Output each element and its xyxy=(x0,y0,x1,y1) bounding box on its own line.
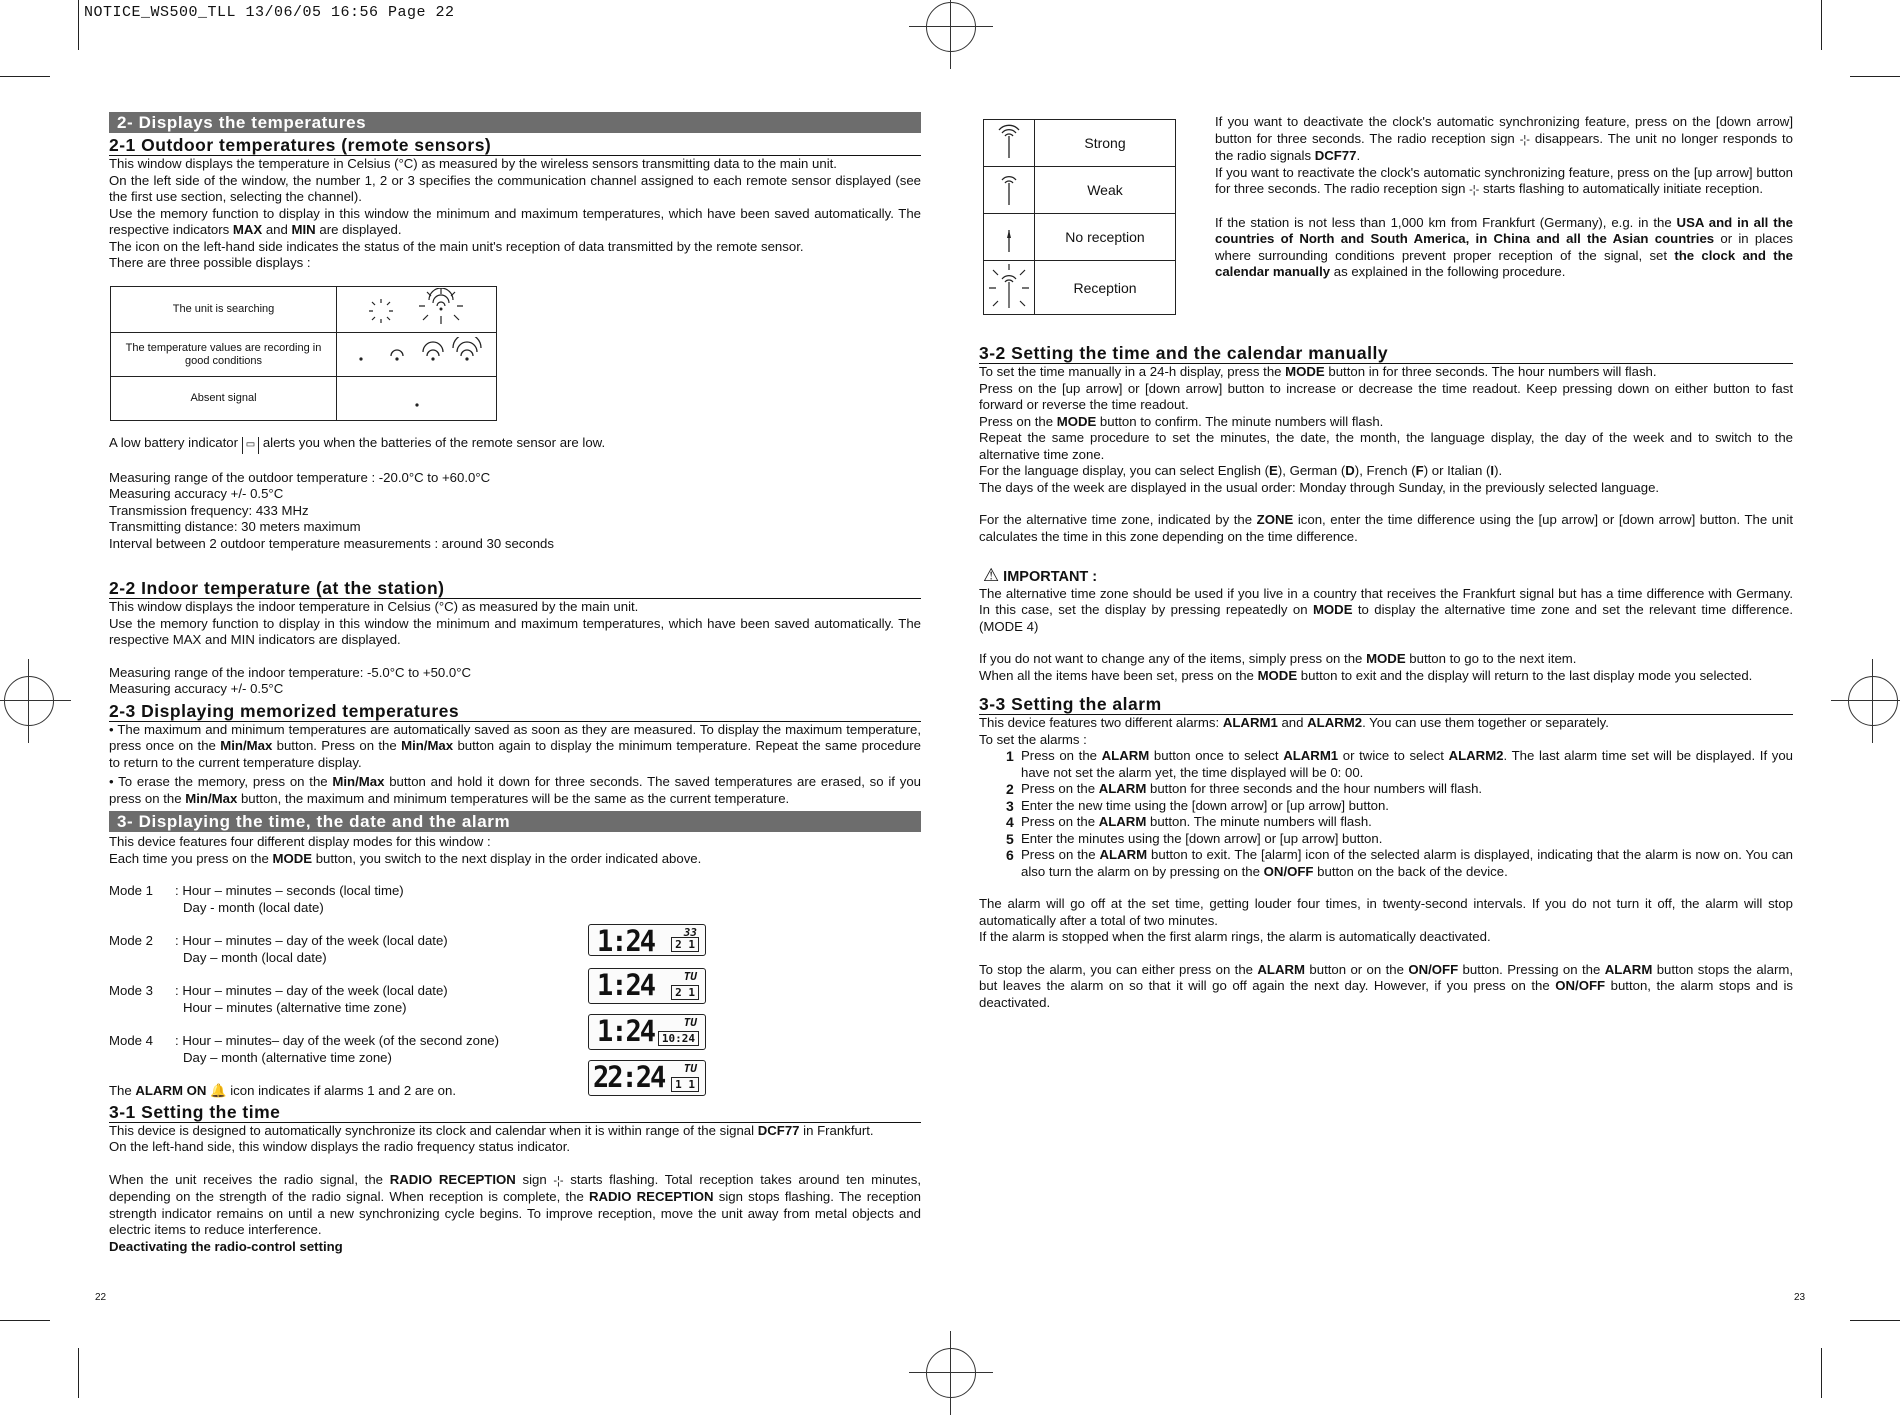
left-page xyxy=(109,112,921,1255)
lcd-day: TU xyxy=(683,970,697,983)
lcd-mode-4 xyxy=(588,1060,706,1096)
paragraph: Each time you press on the MODE button, you switch to the next display in the order indicated above. xyxy=(109,850,702,866)
outdoor-specs xyxy=(109,470,921,553)
paragraph: If the alarm is stopped when the first alarm rings, the alarm is automatically deactivated. xyxy=(979,929,1491,944)
mode-desc: Day - month (local date) xyxy=(183,899,324,915)
paragraph: Use the memory function to display in this window the minimum and maximum temperatures, which have been saved automatically. The respective MAX and MIN indicators are displayed. xyxy=(109,615,921,647)
list-item: 2 Press on the ALARM button for three seconds and the hour numbers will flash. xyxy=(1006,781,1483,797)
section-3-heading: 3- Displaying the time, the date and the alarm xyxy=(109,811,921,832)
paragraph: This device features four different display modes for this window : xyxy=(109,834,491,849)
paragraph: This window displays the indoor temperature in Celsius (°C) as measured by the main unit. xyxy=(109,599,639,614)
paragraph: If you want to deactivate the clock's automatic synchronizing feature, press on the [down arrow] button for three seconds. The radio reception sign -¦- disappears. The unit no longer responds to the radio signals DCF77. xyxy=(1215,114,1793,163)
lcd-mode-2 xyxy=(588,968,706,1004)
signal-label: Weak xyxy=(1035,167,1176,214)
crop-mark xyxy=(78,1348,79,1398)
lcd-time: 1:24 xyxy=(597,968,655,1003)
paragraph: This window displays the temperature in Celsius (°C) as measured by the wireless sensors transmitting data to the main unit. xyxy=(109,156,837,171)
alarm-bell-icon: 🔔 xyxy=(210,1083,227,1098)
lcd-seconds: 33 xyxy=(683,926,697,939)
lcd-day: TU xyxy=(683,1016,697,1029)
sensor-status-table xyxy=(110,286,497,422)
paragraph: • To erase the memory, press on the Min/Max button and hold it down for three seconds. The saved temperatures are erased, so if you press on the Min/Max button, the maximum and minimum temperatures will be the same as the current temperature. xyxy=(109,774,921,806)
paragraph: When the unit receives the radio signal, the RADIO RECEPTION sign -¦- starts flashing. Total reception takes around ten minutes, depending on the strength of the radio signal. When reception is complete, the RADIO RECEPTION sign stops flashing. The reception strength indicator remains on until a new synchronizing cycle begins. To improve reception, move the unit away from metal objects and electric items to reduce interference. xyxy=(109,1171,922,1237)
mode-item xyxy=(109,983,921,1033)
reception-signal-table xyxy=(983,119,1176,315)
paragraph: For the alternative time zone, indicated by the ZONE icon, enter the time difference using the [up arrow] or [down arrow] button. The unit calculates the time in this zone depending on the time difference. xyxy=(979,512,1793,544)
crop-mark xyxy=(1821,0,1822,50)
list-item: 4 Press on the ALARM button. The minute numbers will flash. xyxy=(1006,814,1372,830)
radio-reception-icon: -¦- xyxy=(1519,133,1530,146)
searching-icon xyxy=(337,286,497,333)
mode-list xyxy=(109,883,921,1075)
sensor-status-label: The unit is searching xyxy=(111,286,337,333)
paragraph: To set the time manually in a 24-h display, press the MODE button in for three seconds. The hour numbers will flash. xyxy=(979,364,1657,379)
page-number: 22 xyxy=(95,1292,107,1303)
paragraph: The alternative time zone should be used if you live in a country that receives the Frankfurt signal but has a time difference with Germany. In this case, set the display by pressing repeatedly on MODE to display the alternative time zone and set the relevant time difference.(MODE 4) xyxy=(979,585,1793,634)
paragraph: Repeat the same procedure to set the minutes, the date, the month, the language display, the day of the week and to switch to the alternative time zone. xyxy=(979,430,1793,462)
section-3-1-heading: 3-1 Setting the time xyxy=(109,1102,921,1123)
signal-strength-icons xyxy=(337,333,497,377)
paragraph: When all the items have been set, press on the MODE button to exit and the display will return to the last display mode you selected. xyxy=(979,667,1753,683)
paragraph: On the left-hand side, this window displays the radio frequency status indicator. xyxy=(109,1139,571,1154)
paragraph: The alarm will go off at the set time, getting louder four times, in twenty-second intervals. If you do not turn it off, the alarm will stop automatically after a total of two minutes. xyxy=(979,896,1793,928)
sensor-status-label: Absent signal xyxy=(111,377,337,421)
mode-item xyxy=(109,933,921,983)
mode-item xyxy=(109,1033,921,1075)
paragraph: Use the memory function to display in this window the minimum and maximum temperatures, which have been saved automatically. The respective indicators MAX and MIN are displayed. xyxy=(109,205,921,237)
paragraph: To set the alarms : xyxy=(979,731,1087,747)
paragraph: On the left side of the window, the number 1, 2 or 3 specifies the communication channel assigned to each remote sensor displayed (see the first use section, selecting the channel). xyxy=(109,172,921,204)
crop-mark xyxy=(0,1320,50,1321)
mode-label: Mode 3 xyxy=(109,983,153,998)
strong-signal-icon xyxy=(984,120,1035,167)
section-2-heading: 2- Displays the temperatures xyxy=(109,112,921,133)
section-3-2-heading: 3-2 Setting the time and the calendar manually xyxy=(979,343,1793,364)
mode-item xyxy=(109,883,921,933)
lcd-date: 2 1 xyxy=(671,985,699,1000)
lcd-mode-1 xyxy=(588,924,706,959)
list-item: 5 Enter the minutes using the [down arrow] or [up arrow] button. xyxy=(1006,830,1383,847)
paragraph: • The maximum and minimum temperatures are automatically saved as soon as they are measured. To display the maximum temperature, press once on the Min/Max button. Press on the Min/Max button again to display the minimum temperature. Repeat the same procedure to return to the current temperature display. xyxy=(109,721,921,770)
list-item: 1 Press on the ALARM button once to select ALARM1 or twice to select ALARM2. The last alarm time set will be displayed. If you have not set the alarm yet, the time displayed will be 0: 00. xyxy=(1006,748,1794,780)
mode-desc: Day – month (local date) xyxy=(183,949,327,965)
crop-mark xyxy=(0,76,50,77)
alarm-steps xyxy=(979,748,1793,880)
signal-label: No reception xyxy=(1035,214,1176,261)
reception-flashing-icon xyxy=(984,261,1035,315)
lcd-date: 1 1 xyxy=(671,1077,699,1092)
paragraph: Press on the MODE button to confirm. The minute numbers will flash. xyxy=(979,413,1384,429)
paragraph: Press on the [up arrow] or [down arrow] button to increase or decrease the time readout. Keep pressing down on either button to fast forward or reverse the time readout. xyxy=(979,380,1793,412)
spec-line: Interval between 2 outdoor temperature measurements : around 30 seconds xyxy=(109,535,554,551)
spec-line: Transmission frequency: 433 MHz xyxy=(109,502,309,518)
section-2-1-heading: 2-1 Outdoor temperatures (remote sensors) xyxy=(109,135,921,156)
lcd-time: 1:24 xyxy=(597,924,655,959)
lcd-day: TU xyxy=(683,1062,697,1075)
spec-line: Measuring accuracy +/- 0.5°C xyxy=(109,486,284,501)
absent-signal-icon xyxy=(337,377,497,421)
crop-mark xyxy=(1821,1348,1822,1398)
list-item: 3 Enter the new time using the [down arrow] or [up arrow] button. xyxy=(1006,797,1389,814)
section-2-2-heading: 2-2 Indoor temperature (at the station) xyxy=(109,578,921,599)
crop-mark xyxy=(1850,76,1900,77)
paragraph: If you do not want to change any of the items, simply press on the MODE button to go to the next item. xyxy=(979,651,1577,666)
radio-reception-icon: -¦- xyxy=(1469,184,1480,196)
mode-desc: Hour – minutes (alternative time zone) xyxy=(183,999,407,1015)
important-heading: ⚠ IMPORTANT : xyxy=(983,565,1098,585)
sensor-status-label: The temperature values are recording in good conditions xyxy=(111,333,337,377)
spec-line: Measuring range of the outdoor temperature : -20.0°C to +60.0°C xyxy=(109,469,491,485)
section-3-3-heading: 3-3 Setting the alarm xyxy=(979,694,1793,715)
mode-desc: : Hour – minutes – day of the week (local date) xyxy=(175,983,448,998)
lcd-time: 1:24 xyxy=(597,1014,655,1049)
right-page xyxy=(979,341,1793,1011)
list-item: 6 Press on the ALARM button to exit. The [alarm] icon of the selected alarm is displayed, indicating that the alarm is now on. You can also turn the alarm on by pressing on the ON/OFF button on the back of the device. xyxy=(1006,847,1793,879)
registration-mark xyxy=(1848,676,1898,726)
right-intro xyxy=(1215,114,1793,281)
mode-label: Mode 4 xyxy=(109,1033,153,1048)
warning-icon: ⚠ xyxy=(983,565,1000,585)
paragraph: If the station is not less than 1,000 km from Frankfurt (Germany), e.g. in the USA and in all the countries of North and South America, in China and all the Asian countries or in places where surrounding conditions prevent proper reception of the signal, set the clock and the calendar manually as explained in the following procedure. xyxy=(1215,214,1793,279)
radio-reception-icon: -¦- xyxy=(553,1174,564,1187)
registration-mark xyxy=(4,676,54,726)
mode-desc: : Hour – minutes – day of the week (local date) xyxy=(175,933,448,948)
file-header: NOTICE_WS500_TLL 13/06/05 16:56 Page 22 xyxy=(84,4,455,21)
lcd-mode-3 xyxy=(588,1014,706,1050)
signal-label: Reception xyxy=(1035,261,1176,315)
lcd-time: 22:24 xyxy=(593,1060,665,1095)
registration-mark xyxy=(926,2,976,52)
paragraph: The ALARM ON 🔔 icon indicates if alarms 1 and 2 are on. xyxy=(109,1083,456,1098)
low-battery-icon: ▭ xyxy=(242,437,259,454)
registration-mark xyxy=(926,1348,976,1398)
paragraph: There are three possible displays : xyxy=(109,255,311,270)
lcd-zone-time: 10:24 xyxy=(658,1031,699,1046)
paragraph: The days of the week are displayed in the usual order: Monday through Sunday, in the previously selected language. xyxy=(979,479,1660,495)
weak-signal-icon xyxy=(984,167,1035,214)
mode-desc: : Hour – minutes– day of the week (of the second zone) xyxy=(175,1033,500,1048)
paragraph: This device features two different alarms: ALARM1 and ALARM2. You can use them together or separately. xyxy=(979,715,1609,730)
spec-line: Transmitting distance: 30 meters maximum xyxy=(109,519,361,534)
paragraph: A low battery indicator ▭ alerts you when the batteries of the remote sensor are low. xyxy=(109,435,921,454)
spec-line: Measuring range of the indoor temperature: -5.0°C to +50.0°C xyxy=(109,664,472,680)
no-reception-icon xyxy=(984,214,1035,261)
paragraph: This device is designed to automatically synchronize its clock and calendar when it is within range of the signal DCF77 in Frankfurt. xyxy=(109,1122,874,1138)
signal-label: Strong xyxy=(1035,120,1176,167)
mode-desc: : Hour – minutes – seconds (local time) xyxy=(175,883,404,898)
crop-mark xyxy=(1850,1320,1900,1321)
mode-label: Mode 2 xyxy=(109,933,153,948)
lcd-date: 2 1 xyxy=(671,937,699,952)
mode-label: Mode 1 xyxy=(109,883,153,898)
spec-line: Measuring accuracy +/- 0.5°C xyxy=(109,681,284,696)
crop-mark xyxy=(78,0,79,50)
section-2-3-heading: 2-3 Displaying memorized temperatures xyxy=(109,701,921,722)
page-number: 23 xyxy=(1794,1292,1806,1303)
paragraph: The icon on the left-hand side indicates the status of the main unit's reception of data transmitted by the remote sensor. xyxy=(109,238,804,254)
deactivating-heading: Deactivating the radio-control setting xyxy=(109,1238,343,1254)
paragraph: For the language display, you can select English (E), German (D), French (F) or Italian (I). xyxy=(979,463,1503,478)
paragraph: To stop the alarm, you can either press on the ALARM button or on the ON/OFF button. Pressing on the ALARM button stops the alarm, but leaves the alarm on so that it will go off again the next day. However, if you press on the ON/OFF button, the alarm stops and is deactivated. xyxy=(979,961,1794,1010)
mode-desc: Day – month (alternative time zone) xyxy=(183,1049,392,1065)
paragraph: If you want to reactivate the clock's automatic synchronizing feature, press on the [up arrow] button for three seconds. The radio reception sign -¦- starts flashing to automatically initiate reception. xyxy=(1215,164,1793,196)
